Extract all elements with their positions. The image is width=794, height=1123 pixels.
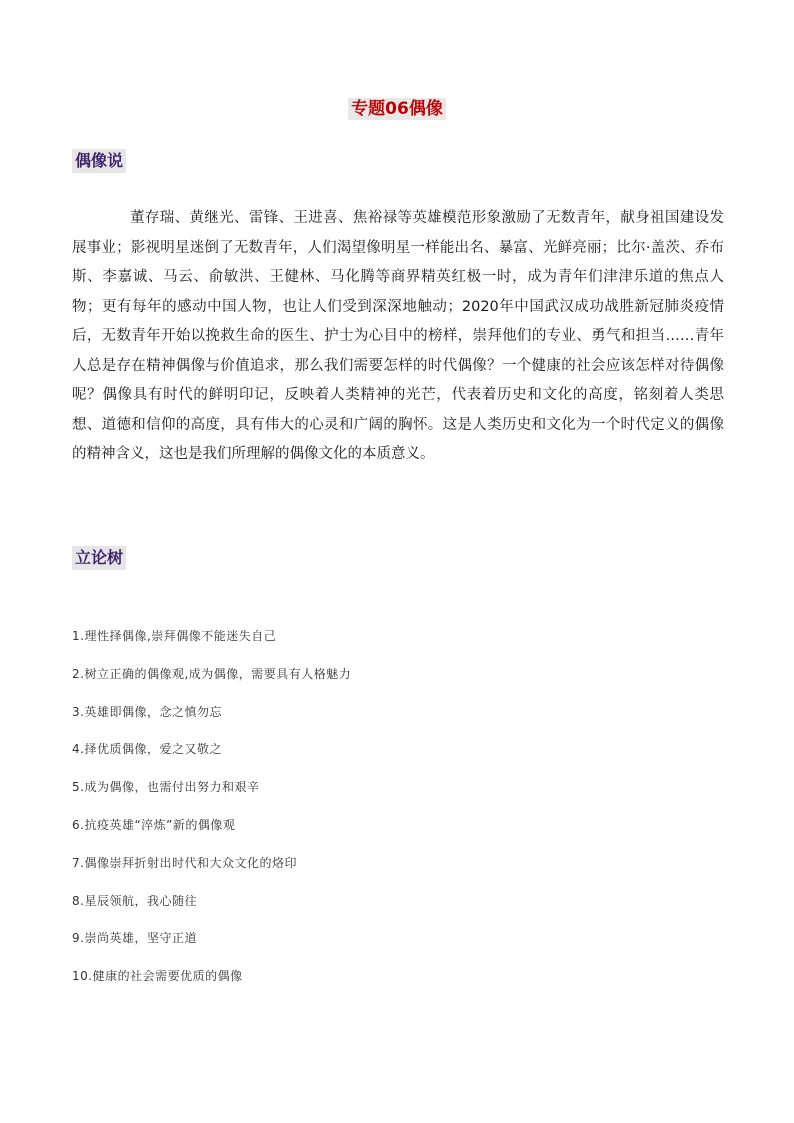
argument-item: 7.偶像崇拜折射出时代和大众文化的烙印 xyxy=(72,855,297,870)
argument-item: 10.健康的社会需要优质的偶像 xyxy=(72,969,243,984)
argument-item: 9.崇尚英雄，坚守正道 xyxy=(72,931,197,946)
argument-item: 5.成为偶像，也需付出努力和艰辛 xyxy=(72,780,260,795)
argument-item: 6.抗疫英雄“淬炼”新的偶像观 xyxy=(72,817,236,832)
document-title: 专题06偶像 xyxy=(348,98,446,120)
argument-item: 8.星辰领航，我心随往 xyxy=(72,893,197,908)
section-heading-arguments: 立论树 xyxy=(72,546,126,570)
argument-item: 1.理性择偶像,崇拜偶像不能迷失自己 xyxy=(72,629,277,643)
argument-list xyxy=(72,628,351,1006)
intro-paragraph: 董存瑞、黄继光、雷锋、王进喜、焦裕禄等英雄模范形象激励了无数青年，献身祖国建设发展事业；影视明星迷倒了无数青年，人们渴望像明星一样能出名、暴富、光鲜亮丽；比尔·盖茨、乔布斯、李嘉诚、马云、俞敏洪、王健林、马化腾等商界精英红极一时，成为青年们津津乐道的焦点人物；更有每年的感动中国人物，也让人们受到深深地触动；2020年中国武汉成功战胜新冠肺炎疫情后，无数青年开始以挽救生命的医生、护士为心目中的榜样，崇拜他们的专业、勇气和担当……青年人总是存在精神偶像与价值追求，那么我们需要怎样的时代偶像？一个健康的社会应该怎样对待偶像呢？偶像具有时代的鲜明印记，反映着人类精神的光芒，代表着历史和文化的高度，铭刻着人类思想、道德和信仰的高度，具有伟大的心灵和广阔的胸怀。这是人类历史和文化为一个时代定义的偶像的精神含义，这也是我们所理解的偶像文化的本质意义。 xyxy=(72,210,724,462)
document-title-wrapper xyxy=(0,98,794,120)
argument-item: 3.英雄即偶像，念之慎勿忘 xyxy=(72,704,222,719)
argument-item: 2.树立正确的偶像观,成为偶像，需要具有人格魅力 xyxy=(72,666,352,681)
argument-item: 4.择优质偶像，爱之又敬之 xyxy=(72,742,222,757)
section-heading-intro: 偶像说 xyxy=(72,149,126,173)
